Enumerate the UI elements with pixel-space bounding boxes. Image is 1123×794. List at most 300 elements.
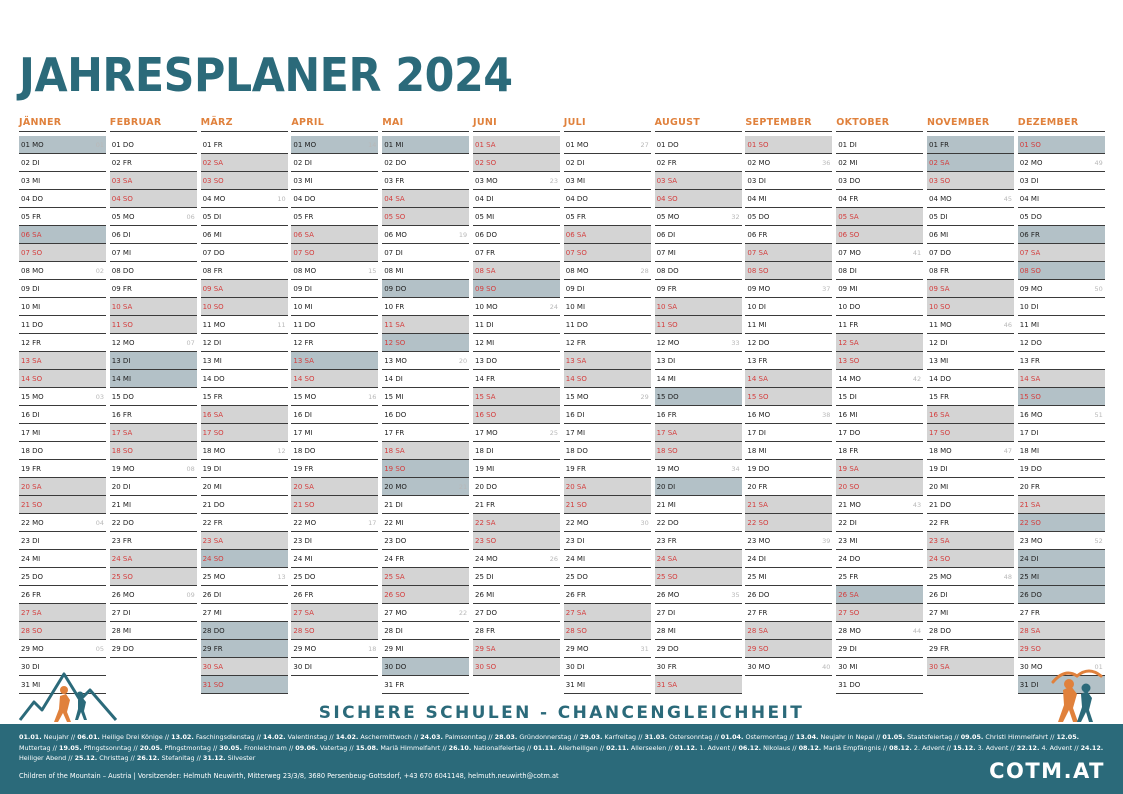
day-cell[interactable] [201, 244, 288, 262]
day-cell[interactable] [110, 586, 197, 604]
day-cell[interactable] [473, 172, 560, 190]
day-cell[interactable] [655, 478, 742, 496]
day-cell[interactable] [927, 640, 1014, 658]
day-cell[interactable] [291, 550, 378, 568]
day-cell[interactable] [291, 172, 378, 190]
day-cell[interactable] [201, 406, 288, 424]
day-cell[interactable] [291, 478, 378, 496]
day-cell[interactable] [473, 316, 560, 334]
day-cell[interactable] [19, 622, 106, 640]
day-cell[interactable] [110, 208, 197, 226]
day-cell[interactable] [745, 298, 832, 316]
day-cell[interactable] [19, 280, 106, 298]
day-cell[interactable] [927, 244, 1014, 262]
day-cell[interactable] [473, 604, 560, 622]
day-cell[interactable] [110, 568, 197, 586]
day-cell[interactable] [745, 334, 832, 352]
day-cell[interactable] [745, 370, 832, 388]
day-cell[interactable] [655, 532, 742, 550]
day-cell[interactable] [836, 640, 923, 658]
day-cell[interactable] [745, 280, 832, 298]
day-cell[interactable] [564, 658, 651, 676]
day-cell[interactable] [382, 172, 469, 190]
day-cell[interactable] [291, 208, 378, 226]
day-cell[interactable] [382, 478, 469, 496]
day-cell[interactable] [201, 136, 288, 154]
day-cell[interactable] [836, 406, 923, 424]
day-cell[interactable] [473, 460, 560, 478]
day-cell[interactable] [1018, 154, 1105, 172]
day-cell[interactable] [927, 442, 1014, 460]
day-cell[interactable] [655, 586, 742, 604]
day-cell[interactable] [382, 208, 469, 226]
day-cell[interactable] [110, 154, 197, 172]
day-cell[interactable] [473, 244, 560, 262]
day-cell[interactable] [1018, 244, 1105, 262]
day-cell[interactable] [291, 640, 378, 658]
day-cell[interactable] [564, 388, 651, 406]
day-cell[interactable] [473, 442, 560, 460]
day-cell[interactable] [291, 388, 378, 406]
day-cell[interactable] [836, 424, 923, 442]
day-cell[interactable] [1018, 460, 1105, 478]
day-cell[interactable] [473, 352, 560, 370]
day-cell[interactable] [745, 316, 832, 334]
day-cell[interactable] [655, 298, 742, 316]
day-cell[interactable] [473, 658, 560, 676]
day-cell[interactable] [291, 352, 378, 370]
day-cell[interactable] [382, 460, 469, 478]
day-cell[interactable] [201, 316, 288, 334]
day-cell[interactable] [836, 442, 923, 460]
day-cell[interactable] [564, 334, 651, 352]
day-cell[interactable] [19, 352, 106, 370]
day-cell[interactable] [1018, 604, 1105, 622]
day-cell[interactable] [836, 388, 923, 406]
day-cell[interactable] [291, 298, 378, 316]
day-cell[interactable] [291, 460, 378, 478]
day-cell[interactable] [110, 640, 197, 658]
day-cell[interactable] [564, 406, 651, 424]
day-cell[interactable] [201, 478, 288, 496]
day-cell[interactable] [564, 676, 651, 694]
day-cell[interactable] [201, 154, 288, 172]
day-cell[interactable] [201, 226, 288, 244]
day-cell[interactable] [655, 136, 742, 154]
day-cell[interactable] [473, 208, 560, 226]
day-cell[interactable] [382, 226, 469, 244]
day-cell[interactable] [291, 280, 378, 298]
day-cell[interactable] [473, 550, 560, 568]
day-cell[interactable] [927, 190, 1014, 208]
day-cell[interactable] [655, 676, 742, 694]
day-cell[interactable] [110, 172, 197, 190]
day-cell[interactable] [201, 424, 288, 442]
day-cell[interactable] [382, 604, 469, 622]
day-cell[interactable] [382, 352, 469, 370]
day-cell[interactable] [473, 532, 560, 550]
day-cell[interactable] [473, 388, 560, 406]
day-cell[interactable] [19, 442, 106, 460]
day-cell[interactable] [745, 208, 832, 226]
day-cell[interactable] [836, 352, 923, 370]
day-cell[interactable] [1018, 550, 1105, 568]
day-cell[interactable] [19, 496, 106, 514]
day-cell[interactable] [564, 208, 651, 226]
day-cell[interactable] [473, 424, 560, 442]
day-cell[interactable] [291, 424, 378, 442]
day-cell[interactable] [1018, 262, 1105, 280]
day-cell[interactable] [19, 370, 106, 388]
day-cell[interactable] [19, 424, 106, 442]
day-cell[interactable] [382, 586, 469, 604]
day-cell[interactable] [291, 532, 378, 550]
day-cell[interactable] [927, 604, 1014, 622]
day-cell[interactable] [836, 262, 923, 280]
day-cell[interactable] [19, 514, 106, 532]
day-cell[interactable] [927, 496, 1014, 514]
day-cell[interactable] [19, 136, 106, 154]
day-cell[interactable] [745, 352, 832, 370]
day-cell[interactable] [291, 154, 378, 172]
day-cell[interactable] [291, 568, 378, 586]
day-cell[interactable] [564, 622, 651, 640]
day-cell[interactable] [1018, 424, 1105, 442]
day-cell[interactable] [745, 550, 832, 568]
day-cell[interactable] [382, 424, 469, 442]
day-cell[interactable] [382, 640, 469, 658]
day-cell[interactable] [110, 550, 197, 568]
day-cell[interactable] [1018, 172, 1105, 190]
day-cell[interactable] [836, 370, 923, 388]
day-cell[interactable] [201, 298, 288, 316]
day-cell[interactable] [291, 262, 378, 280]
day-cell[interactable] [110, 622, 197, 640]
day-cell[interactable] [201, 568, 288, 586]
day-cell[interactable] [927, 280, 1014, 298]
day-cell[interactable] [655, 370, 742, 388]
day-cell[interactable] [19, 388, 106, 406]
day-cell[interactable] [473, 622, 560, 640]
day-cell[interactable] [382, 280, 469, 298]
day-cell[interactable] [927, 424, 1014, 442]
day-cell[interactable] [655, 604, 742, 622]
day-cell[interactable] [110, 604, 197, 622]
day-cell[interactable] [655, 496, 742, 514]
day-cell[interactable] [19, 460, 106, 478]
day-cell[interactable] [745, 586, 832, 604]
day-cell[interactable] [19, 478, 106, 496]
day-cell[interactable] [564, 316, 651, 334]
day-cell[interactable] [19, 586, 106, 604]
day-cell[interactable] [655, 460, 742, 478]
day-cell[interactable] [382, 568, 469, 586]
day-cell[interactable] [201, 586, 288, 604]
day-cell[interactable] [382, 514, 469, 532]
day-cell[interactable] [1018, 532, 1105, 550]
day-cell[interactable] [291, 226, 378, 244]
day-cell[interactable] [19, 532, 106, 550]
day-cell[interactable] [1018, 406, 1105, 424]
day-cell[interactable] [201, 334, 288, 352]
day-cell[interactable] [927, 478, 1014, 496]
day-cell[interactable] [19, 190, 106, 208]
day-cell[interactable] [745, 532, 832, 550]
day-cell[interactable] [1018, 190, 1105, 208]
day-cell[interactable] [110, 532, 197, 550]
day-cell[interactable] [745, 262, 832, 280]
day-cell[interactable] [927, 316, 1014, 334]
day-cell[interactable] [836, 136, 923, 154]
day-cell[interactable] [836, 208, 923, 226]
day-cell[interactable] [110, 388, 197, 406]
day-cell[interactable] [382, 442, 469, 460]
day-cell[interactable] [1018, 514, 1105, 532]
day-cell[interactable] [201, 496, 288, 514]
day-cell[interactable] [1018, 388, 1105, 406]
day-cell[interactable] [473, 496, 560, 514]
day-cell[interactable] [1018, 568, 1105, 586]
day-cell[interactable] [110, 136, 197, 154]
day-cell[interactable] [382, 316, 469, 334]
day-cell[interactable] [564, 424, 651, 442]
day-cell[interactable] [745, 514, 832, 532]
day-cell[interactable] [655, 658, 742, 676]
day-cell[interactable] [110, 298, 197, 316]
day-cell[interactable] [201, 190, 288, 208]
day-cell[interactable] [201, 208, 288, 226]
day-cell[interactable] [655, 154, 742, 172]
day-cell[interactable] [19, 550, 106, 568]
day-cell[interactable] [201, 442, 288, 460]
day-cell[interactable] [1018, 442, 1105, 460]
day-cell[interactable] [836, 604, 923, 622]
day-cell[interactable] [564, 496, 651, 514]
day-cell[interactable] [655, 208, 742, 226]
day-cell[interactable] [745, 478, 832, 496]
day-cell[interactable] [564, 262, 651, 280]
day-cell[interactable] [110, 442, 197, 460]
day-cell[interactable] [1018, 298, 1105, 316]
day-cell[interactable] [382, 244, 469, 262]
day-cell[interactable] [382, 658, 469, 676]
day-cell[interactable] [1018, 370, 1105, 388]
day-cell[interactable] [655, 190, 742, 208]
day-cell[interactable] [473, 226, 560, 244]
day-cell[interactable] [564, 442, 651, 460]
day-cell[interactable] [927, 136, 1014, 154]
day-cell[interactable] [473, 154, 560, 172]
day-cell[interactable] [473, 568, 560, 586]
day-cell[interactable] [836, 226, 923, 244]
website-link[interactable]: COTM.AT [989, 759, 1105, 783]
day-cell[interactable] [564, 226, 651, 244]
day-cell[interactable] [1018, 136, 1105, 154]
day-cell[interactable] [110, 244, 197, 262]
day-cell[interactable] [655, 424, 742, 442]
day-cell[interactable] [745, 496, 832, 514]
day-cell[interactable] [836, 514, 923, 532]
day-cell[interactable] [291, 586, 378, 604]
day-cell[interactable] [382, 136, 469, 154]
day-cell[interactable] [291, 622, 378, 640]
day-cell[interactable] [655, 442, 742, 460]
day-cell[interactable] [110, 514, 197, 532]
day-cell[interactable] [745, 172, 832, 190]
day-cell[interactable] [291, 442, 378, 460]
day-cell[interactable] [655, 280, 742, 298]
day-cell[interactable] [564, 586, 651, 604]
day-cell[interactable] [201, 172, 288, 190]
day-cell[interactable] [655, 316, 742, 334]
day-cell[interactable] [473, 262, 560, 280]
day-cell[interactable] [836, 496, 923, 514]
day-cell[interactable] [19, 604, 106, 622]
day-cell[interactable] [473, 298, 560, 316]
day-cell[interactable] [927, 658, 1014, 676]
day-cell[interactable] [110, 352, 197, 370]
day-cell[interactable] [836, 334, 923, 352]
day-cell[interactable] [564, 154, 651, 172]
day-cell[interactable] [110, 424, 197, 442]
day-cell[interactable] [564, 136, 651, 154]
day-cell[interactable] [201, 514, 288, 532]
day-cell[interactable] [836, 622, 923, 640]
day-cell[interactable] [291, 514, 378, 532]
day-cell[interactable] [19, 226, 106, 244]
day-cell[interactable] [927, 352, 1014, 370]
day-cell[interactable] [927, 460, 1014, 478]
day-cell[interactable] [927, 208, 1014, 226]
day-cell[interactable] [836, 190, 923, 208]
day-cell[interactable] [201, 460, 288, 478]
day-cell[interactable] [19, 154, 106, 172]
day-cell[interactable] [19, 244, 106, 262]
day-cell[interactable] [564, 172, 651, 190]
day-cell[interactable] [201, 370, 288, 388]
day-cell[interactable] [655, 352, 742, 370]
day-cell[interactable] [655, 568, 742, 586]
day-cell[interactable] [291, 334, 378, 352]
day-cell[interactable] [110, 406, 197, 424]
day-cell[interactable] [201, 388, 288, 406]
day-cell[interactable] [291, 316, 378, 334]
day-cell[interactable] [564, 244, 651, 262]
day-cell[interactable] [1018, 208, 1105, 226]
day-cell[interactable] [291, 604, 378, 622]
day-cell[interactable] [927, 172, 1014, 190]
day-cell[interactable] [473, 334, 560, 352]
day-cell[interactable] [382, 334, 469, 352]
day-cell[interactable] [655, 640, 742, 658]
day-cell[interactable] [291, 370, 378, 388]
day-cell[interactable] [927, 532, 1014, 550]
day-cell[interactable] [201, 262, 288, 280]
day-cell[interactable] [110, 262, 197, 280]
day-cell[interactable] [927, 226, 1014, 244]
day-cell[interactable] [655, 550, 742, 568]
day-cell[interactable] [1018, 496, 1105, 514]
day-cell[interactable] [564, 190, 651, 208]
day-cell[interactable] [201, 640, 288, 658]
day-cell[interactable] [19, 208, 106, 226]
day-cell[interactable] [291, 496, 378, 514]
day-cell[interactable] [110, 280, 197, 298]
day-cell[interactable] [927, 262, 1014, 280]
day-cell[interactable] [19, 640, 106, 658]
day-cell[interactable] [836, 298, 923, 316]
day-cell[interactable] [1018, 280, 1105, 298]
day-cell[interactable] [473, 640, 560, 658]
day-cell[interactable] [291, 658, 378, 676]
day-cell[interactable] [745, 226, 832, 244]
day-cell[interactable] [745, 136, 832, 154]
day-cell[interactable] [655, 334, 742, 352]
day-cell[interactable] [836, 568, 923, 586]
day-cell[interactable] [201, 622, 288, 640]
day-cell[interactable] [564, 280, 651, 298]
day-cell[interactable] [382, 190, 469, 208]
day-cell[interactable] [19, 334, 106, 352]
day-cell[interactable] [1018, 316, 1105, 334]
day-cell[interactable] [745, 388, 832, 406]
day-cell[interactable] [836, 316, 923, 334]
day-cell[interactable] [473, 514, 560, 532]
day-cell[interactable] [655, 226, 742, 244]
day-cell[interactable] [564, 604, 651, 622]
day-cell[interactable] [745, 442, 832, 460]
day-cell[interactable] [473, 280, 560, 298]
day-cell[interactable] [473, 136, 560, 154]
day-cell[interactable] [655, 514, 742, 532]
day-cell[interactable] [110, 496, 197, 514]
day-cell[interactable] [19, 298, 106, 316]
day-cell[interactable] [745, 604, 832, 622]
day-cell[interactable] [655, 262, 742, 280]
day-cell[interactable] [201, 352, 288, 370]
day-cell[interactable] [927, 622, 1014, 640]
day-cell[interactable] [382, 532, 469, 550]
day-cell[interactable] [927, 334, 1014, 352]
day-cell[interactable] [564, 514, 651, 532]
day-cell[interactable] [836, 172, 923, 190]
day-cell[interactable] [836, 460, 923, 478]
day-cell[interactable] [836, 676, 923, 694]
day-cell[interactable] [564, 568, 651, 586]
day-cell[interactable] [473, 190, 560, 208]
day-cell[interactable] [655, 172, 742, 190]
day-cell[interactable] [564, 370, 651, 388]
day-cell[interactable] [927, 388, 1014, 406]
day-cell[interactable] [927, 406, 1014, 424]
day-cell[interactable] [110, 370, 197, 388]
day-cell[interactable] [745, 622, 832, 640]
day-cell[interactable] [291, 244, 378, 262]
day-cell[interactable] [382, 388, 469, 406]
day-cell[interactable] [927, 568, 1014, 586]
day-cell[interactable] [110, 478, 197, 496]
day-cell[interactable] [564, 460, 651, 478]
day-cell[interactable] [745, 190, 832, 208]
day-cell[interactable] [564, 478, 651, 496]
day-cell[interactable] [19, 262, 106, 280]
day-cell[interactable] [19, 568, 106, 586]
day-cell[interactable] [382, 154, 469, 172]
day-cell[interactable] [19, 316, 106, 334]
day-cell[interactable] [1018, 478, 1105, 496]
day-cell[interactable] [564, 532, 651, 550]
day-cell[interactable] [655, 622, 742, 640]
